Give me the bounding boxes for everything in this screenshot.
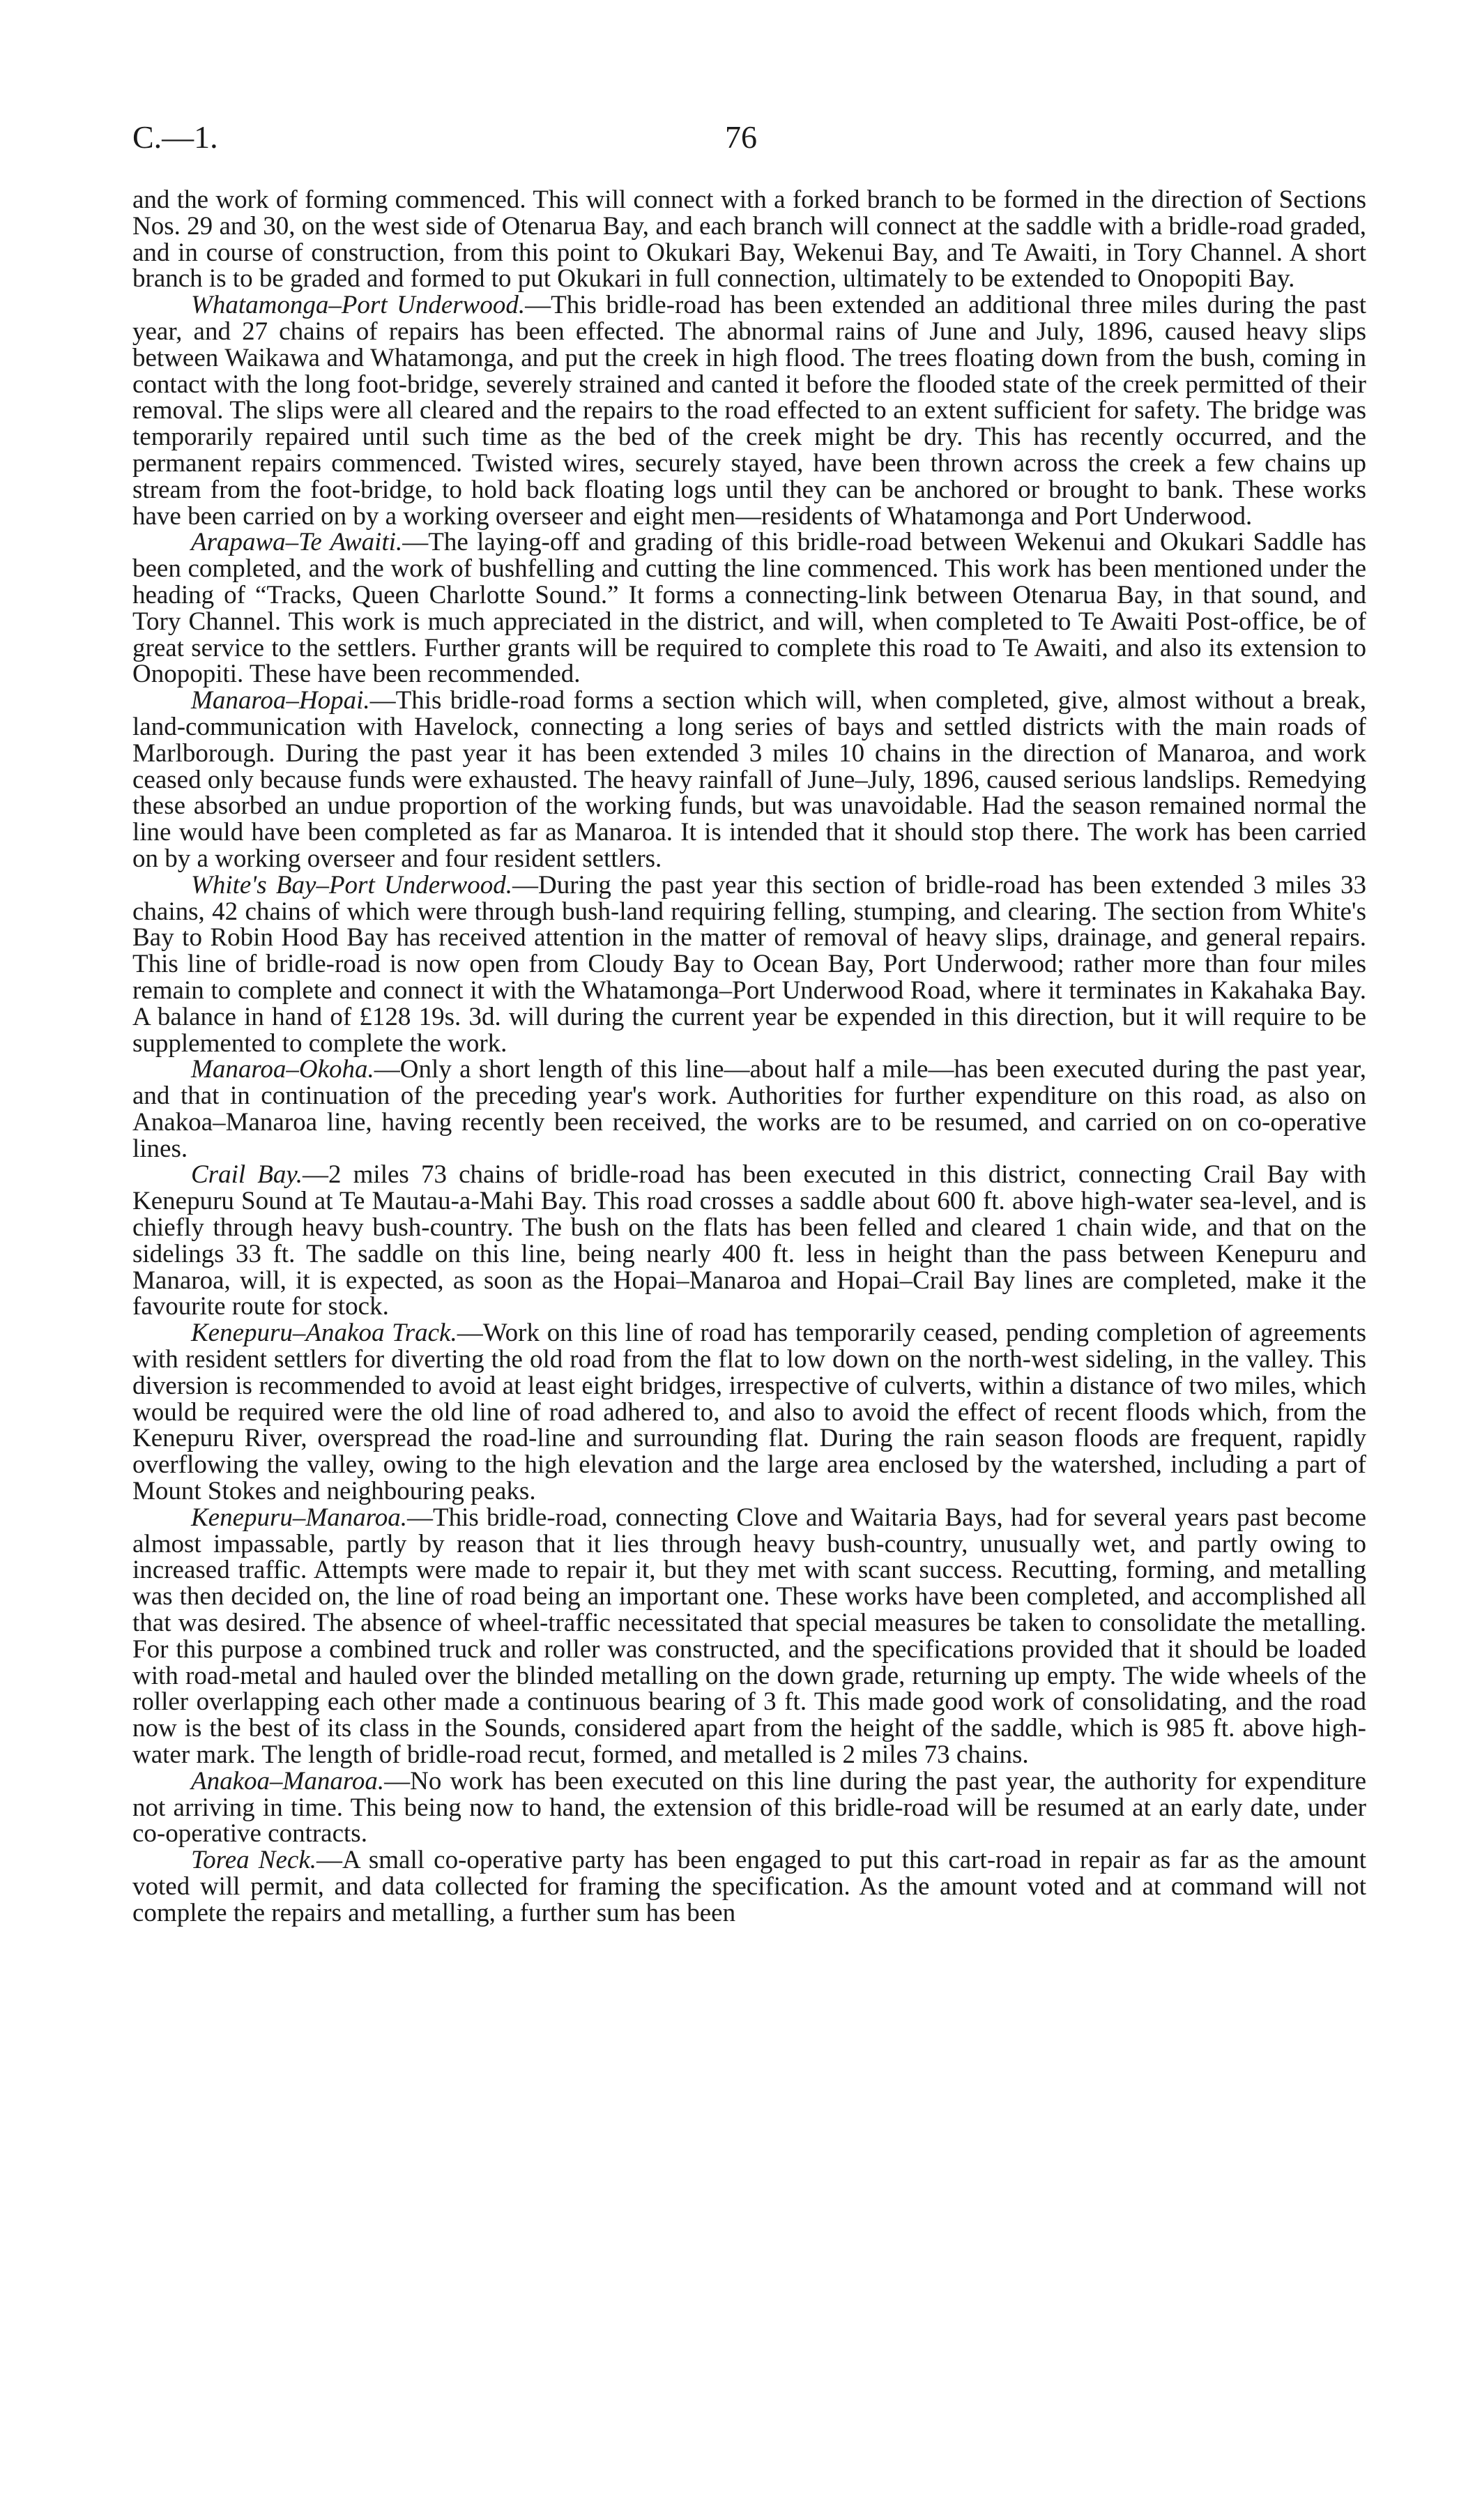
paragraph bbox=[132, 688, 1366, 872]
section-heading: Manaroa–Hopai. bbox=[191, 686, 370, 715]
section-heading: Anakoa–Manaroa. bbox=[191, 1766, 385, 1796]
paragraph bbox=[132, 1768, 1366, 1847]
paragraph-text: —2 miles 73 chains of bridle-road has been executed in this district, connecting Crail Bay with Kenepuru Sound at Te Mautau-a-Mahi Bay. This road crosses a saddle about 600 ft. above high-water sea-level, and is chiefly through heavy bush-country. The bush on the flats has been felled and cleared 1 chain wide, and that on the sidelings 33 ft. The saddle on this line, being nearly 400 ft. less in height than the pass between Kenepuru and Manaroa, will, it is expected, as soon as the Hopai–Manaroa and Hopai–Crail Bay lines are completed, make it the favourite route for stock. bbox=[132, 1160, 1366, 1321]
document-reference: C.—1. bbox=[132, 119, 218, 155]
paragraph bbox=[132, 1056, 1366, 1162]
paragraph bbox=[132, 1847, 1366, 1926]
paragraph bbox=[132, 872, 1366, 1057]
paragraph bbox=[132, 292, 1366, 529]
section-heading: White's Bay–Port Underwood. bbox=[191, 870, 512, 900]
paragraph-text: —The laying-off and grading of this bridle-road between Wekenui and Okukari Saddle has been completed, and the work of bushfelling and cutting the line commenced. This work has been mentioned under the heading of “Tracks, Queen Charlotte Sound.” It forms a connecting-link between Otenarua Bay, in that sound, and Tory Channel. This work is much appreciated in the district, and will, when completed to Te Awaiti Post-office, be of great service to the settlers. Further grants will be required to complete this road to Te Awaiti, and also its extension to Onopopiti. These have been recommended. bbox=[132, 528, 1366, 689]
page-header bbox=[132, 119, 1366, 167]
paragraph bbox=[132, 1320, 1366, 1505]
paragraph bbox=[132, 1162, 1366, 1320]
section-heading: Whatamonga–Port Underwood. bbox=[191, 291, 526, 320]
section-heading: Kenepuru–Anakoa Track. bbox=[191, 1319, 457, 1348]
page-number: 76 bbox=[725, 119, 757, 155]
section-heading: Manaroa–Okoha. bbox=[191, 1055, 374, 1084]
paragraph-text: —No work has been executed on this line during the past year, the authority for expenditure not arriving in time. This being now to hand, the extension of this bridle-road will be resumed at an early date, under co-operative contracts. bbox=[132, 1766, 1366, 1849]
paragraph-text: and the work of forming commenced. This will connect with a forked branch to be formed in the direction of Sections Nos. 29 and 30, on the west side of Otenarua Bay, and each branch will connect at the saddle with a bridle-road graded, and in course of construction, from this point to Okukari Bay, Wekenui Bay, and Te Awaiti, in Tory Channel. A short branch is to be graded and formed to put Okukari in full connection, ultimately to be extended to Onopopiti Bay. bbox=[132, 185, 1366, 294]
paragraph bbox=[132, 187, 1366, 292]
paragraph-text: —Work on this line of road has temporarily ceased, pending completion of agreements with resident settlers for diverting the old road from the flat to low down on the north-west sideling, in the valley. This diversion is recommended to avoid at least eight bridges, irrespective of culverts, within a distance of two miles, which would be required were the old line of road adhered to, and also to avoid the effect of recent floods which, from the Kenepuru River, overspread the road-line and surrounding flat. During the rain season floods are frequent, rapidly overflowing the valley, owing to the high elevation and the large area enclosed by the watershed, including a part of Mount Stokes and neighbouring peaks. bbox=[132, 1319, 1366, 1506]
section-heading: Kenepuru–Manaroa. bbox=[191, 1503, 408, 1532]
paragraph bbox=[132, 529, 1366, 688]
document-body bbox=[132, 187, 1366, 1927]
section-heading: Arapawa–Te Awaiti. bbox=[191, 528, 403, 557]
paragraph-text: —During the past year this section of bridle-road has been extended 3 miles 33 chains, 42 chains of which were through bush-land requiring felling, stumping, and clearing. The section from White's Bay to Robin Hood Bay has received attention in the matter of removal of heavy slips, drainage, and general repairs. This line of bridle-road is now open from Cloudy Bay to Ocean Bay, Port Underwood; rather more than four miles remain to complete and connect it with the Whatamonga–Port Underwood Road, where it terminates in Kakahaka Bay. A balance in hand of £128 19s. 3d. will during the current year be expended in this direction, but it will require to be supplemented to complete the work. bbox=[132, 870, 1367, 1058]
paragraph-text: —This bridle-road forms a section which will, when completed, give, almost without a break, land-communication with Havelock, connecting a long series of bays and settled districts with the main roads of Marlborough. During the past year it has been extended 3 miles 10 chains in the direction of Manaroa, and work ceased only because funds were exhausted. The heavy rainfall of June–July, 1896, caused serious landslips. Remedying these absorbed an undue proportion of the working funds, but was unavoidable. Had the season remained normal the line would have been completed as far as Manaroa. It is intended that it should stop there. The work has been carried on by a working overseer and four resident settlers. bbox=[132, 686, 1366, 873]
paragraph-text: —This bridle-road, connecting Clove and Waitaria Bays, had for several years past become almost impassable, partly by reason that it lies through heavy bush-country, unusually wet, and partly owing to increased traffic. Attempts were made to repair it, but they met with scant success. Recutting, forming, and metalling was then decided on, the line of road being an important one. These works have been completed, and accomplished all that was desired. The absence of wheel-traffic necessitated that special measures be taken to consolidate the metalling. For this purpose a combined truck and roller was constructed, and the specifications provided that it should be loaded with road-metal and hauled over the blinded metalling on the down grade, returning up empty. The wide wheels of the roller overlapping each other made a continuous bearing of 3 ft. This made good work of consolidating, and the road now is the best of its class in the Sounds, considered apart from the height of the saddle, which is 985 ft. above high-water mark. The length of bridle-road recut, formed, and metalled is 2 miles 73 chains. bbox=[132, 1503, 1366, 1770]
paragraph bbox=[132, 1505, 1366, 1768]
paragraph-text: —A small co-operative party has been engaged to put this cart-road in repair as far as the amount voted will permit, and data collected for framing the specification. As the amount voted and at command will not complete the repairs and metalling, a further sum has been bbox=[132, 1846, 1367, 1927]
paragraph-text: —Only a short length of this line—about half a mile—has been executed during the past year, and that in continuation of the preceding year's work. Authorities for further expenditure on this road, as also on Anakoa–Manaroa line, having recently been received, the works are to be resumed, and carried on on co-operative lines. bbox=[132, 1055, 1366, 1163]
section-heading: Crail Bay. bbox=[191, 1160, 303, 1190]
paragraph-text: —This bridle-road has been extended an additional three miles during the past year, and 27 chains of repairs has been effected. The abnormal rains of June and July, 1896, caused heavy slips between Waikawa and Whatamonga, and put the creek in high flood. The trees floating down from the bush, coming in contact with the long foot-bridge, severely strained and canted it before the flooded state of the creek permitted of their removal. The slips were all cleared and the repairs to the road effected to an extent sufficient for safety. The bridge was temporarily repaired until such time as the bed of the creek might be dry. This has recently occurred, and the permanent repairs commenced. Twisted wires, securely stayed, have been thrown across the creek a few chains up stream from the foot-bridge, to hold back floating logs until they can be anchored or brought to bank. These works have been carried on by a working overseer and eight men—residents of Whatamonga and Port Underwood. bbox=[132, 291, 1366, 531]
section-heading: Torea Neck. bbox=[191, 1846, 316, 1875]
